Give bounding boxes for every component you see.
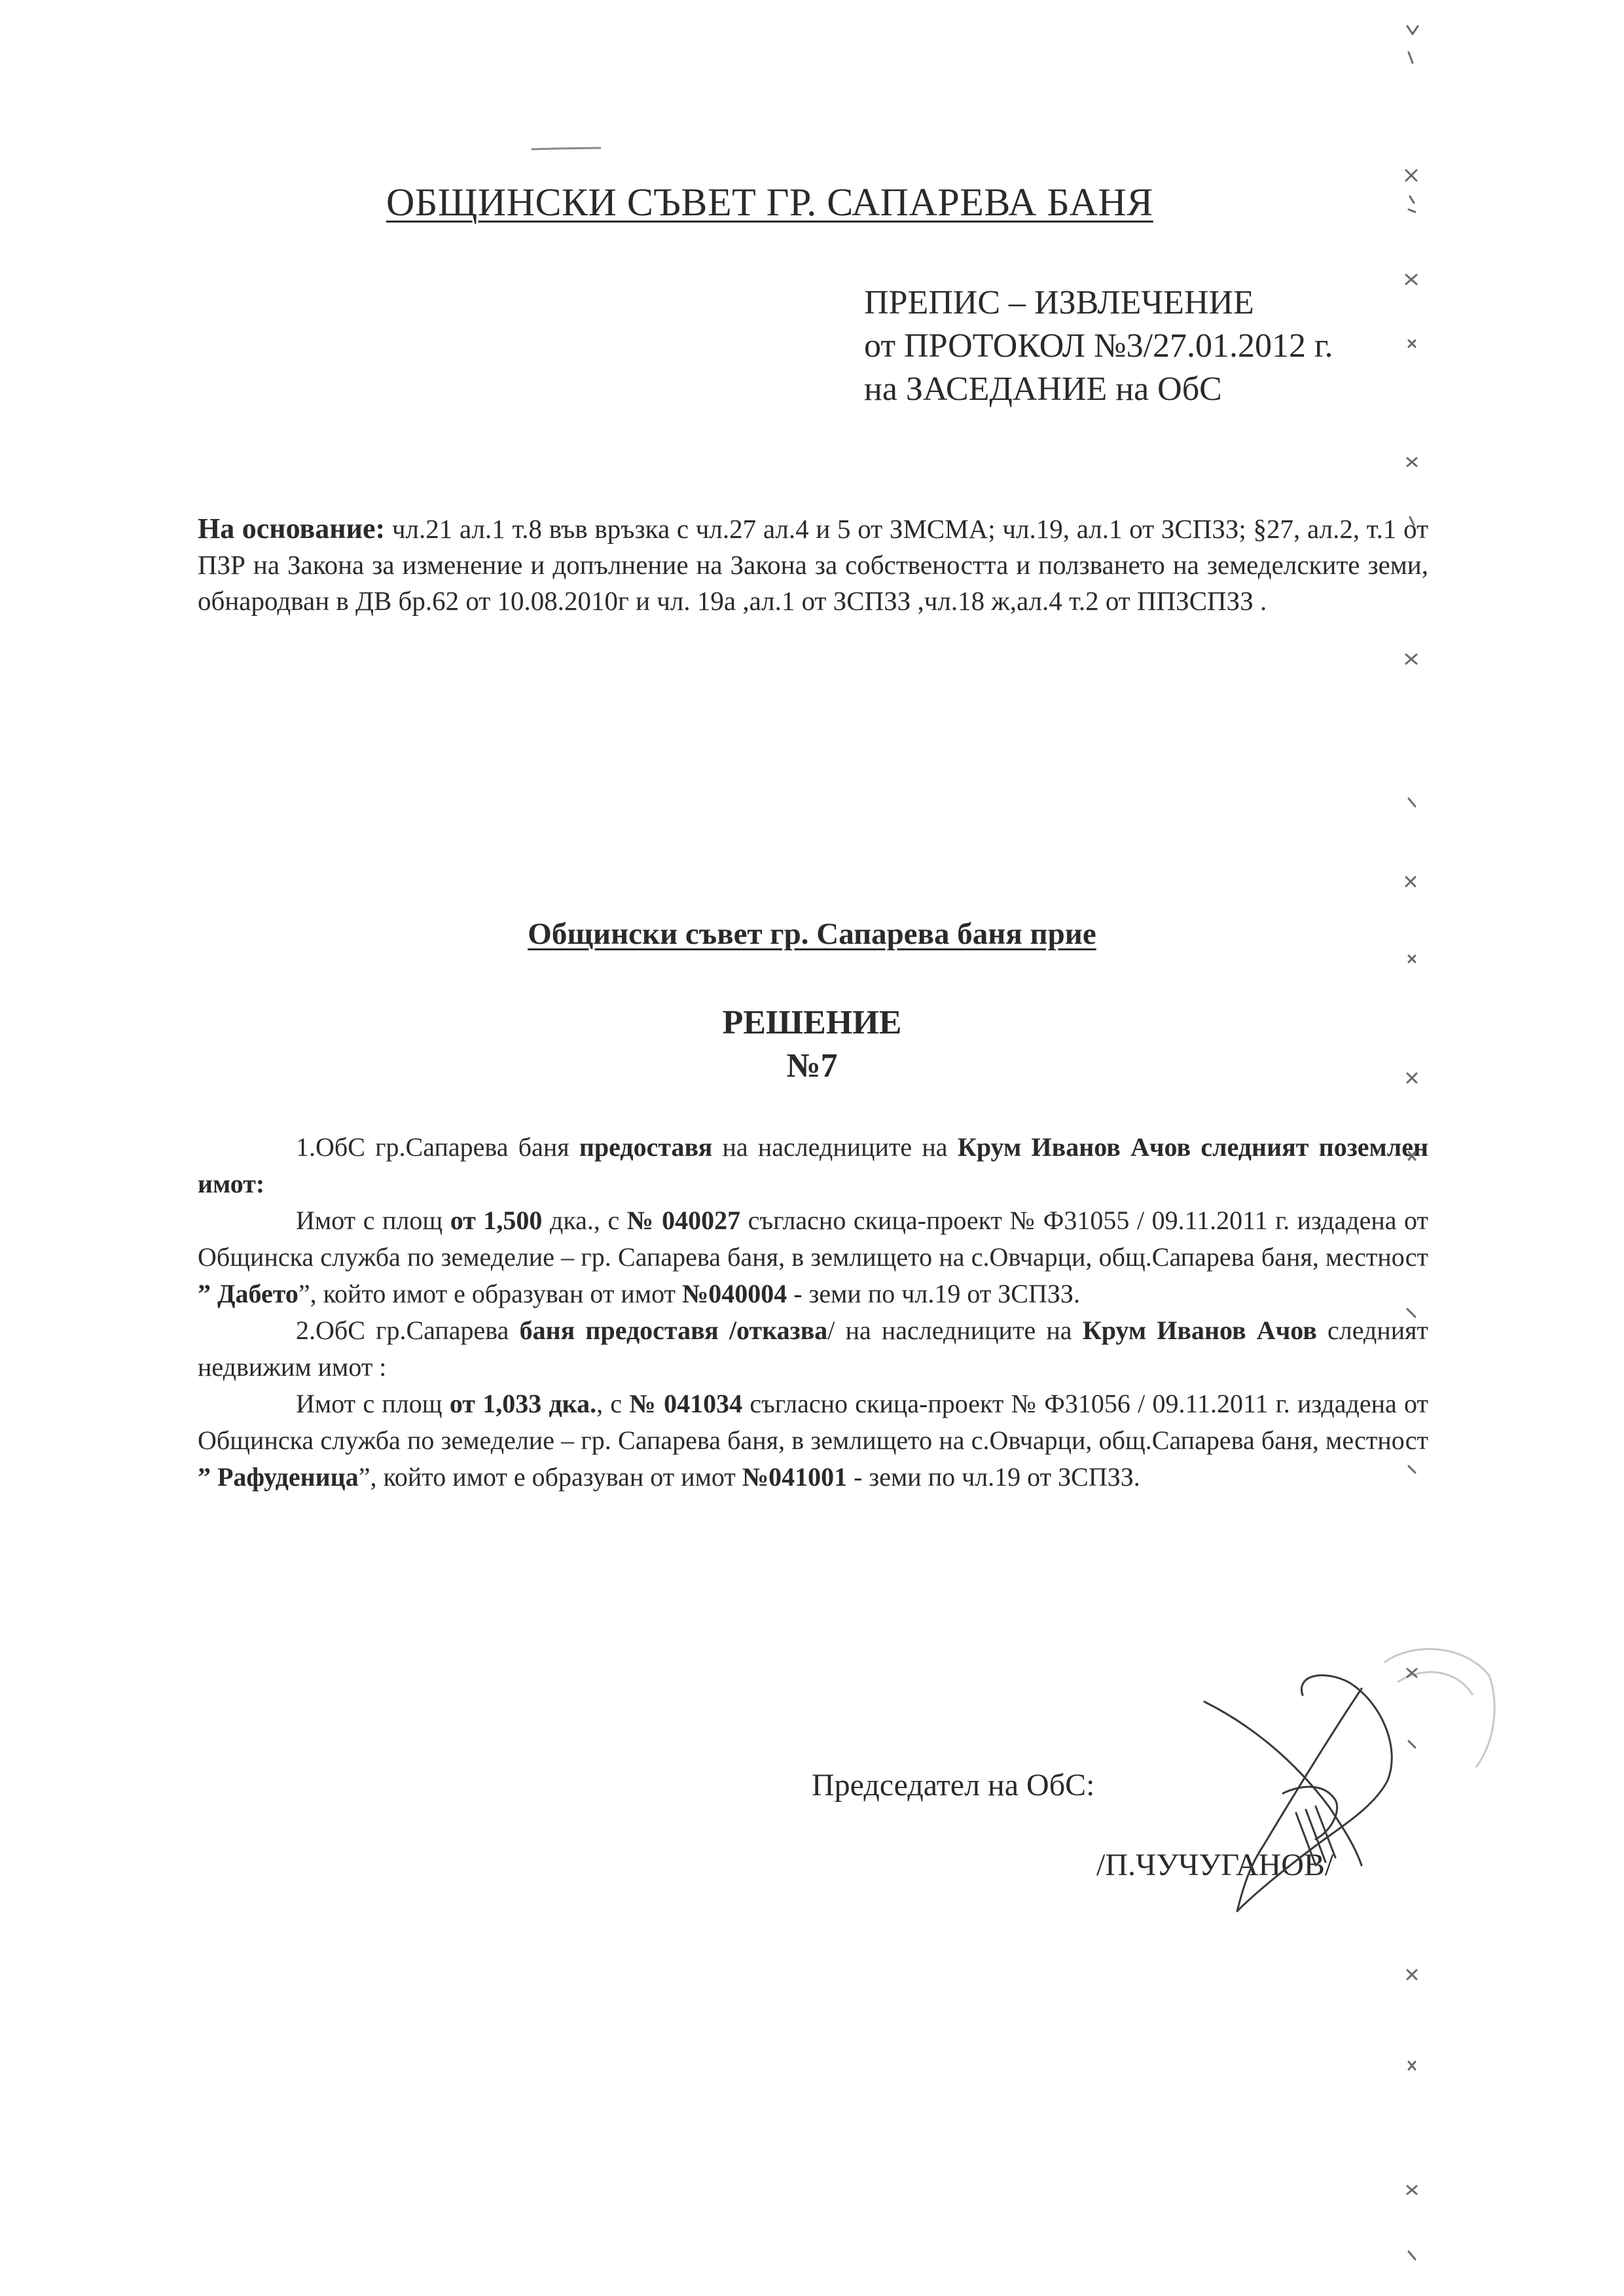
extract-line-3: на ЗАСЕДАНИЕ на ОбС [864, 370, 1222, 408]
extract-line-2: от ПРОТОКОЛ №3/27.01.2012 г. [864, 327, 1333, 365]
legal-basis-paragraph [198, 511, 1428, 619]
decision-heading [0, 1001, 1624, 1088]
decision-number: №7 [786, 1047, 838, 1085]
stray-mark [530, 145, 602, 152]
extract-line-1: ПРЕПИС – ИЗВЛЕЧЕНИЕ [864, 284, 1254, 321]
chairman-label: Председател на ОбС: [812, 1768, 1095, 1803]
chairman-name: /П.ЧУЧУГАНОВ/ [1096, 1848, 1334, 1882]
scan-edge-marks [1394, 0, 1434, 2296]
extract-heading [864, 281, 1333, 411]
decision-title: РЕШЕНИЕ [722, 1004, 902, 1041]
item-2-property: Имот с площ от 1,033 дка., с № 041034 съгласно скица-проект № Ф31056 / 09.11.2011 г. издадена от Общинска служба по земеделие – гр. Сапарева баня, в землището на с.Овчарци, общ.Сапарева баня, местност ” Рафуденица”, който имот е образуван от имот №041001 - земи по чл.19 от ЗСПЗЗ. [198, 1389, 1428, 1492]
stamp-icon [1371, 1636, 1502, 1780]
council-accepts-heading: Общински съвет гр. Сапарева баня прие [528, 917, 1096, 951]
item-2-grant: 2.ОбС гр.Сапарева баня предоставя /отказва/ на наследниците на Крум Иванов Ачов следният недвижим имот : [198, 1316, 1429, 1382]
item-1-grant: 1.ОбС гр.Сапарева баня предоставя на наследниците на Крум Иванов Ачов следният поземлен имот: [198, 1132, 1429, 1198]
council-title: ОБЩИНСКИ СЪВЕТ ГР. САПАРЕВА БАНЯ [386, 181, 1153, 224]
item-1-property: Имот с площ от 1,500 дка., с № 040027 съгласно скица-проект № Ф31055 / 09.11.2011 г. издадена от Общинска служба по земеделие – гр. Сапарева баня, в землището на с.Овчарци, общ.Сапарева баня, местност ” Дабето”, който имот е образуван от имот №040004 - земи по чл.19 от ЗСПЗЗ. [198, 1206, 1429, 1308]
decision-body [198, 1129, 1428, 1496]
legal-basis-label: На основание: [198, 512, 386, 545]
legal-basis-text: чл.21 ал.1 т.8 във връзка с чл.27 ал.4 и 5 от ЗМСМА; чл.19, ал.1 от ЗСПЗЗ; §27, ал.2, т.1 от ПЗР на Закона за изменение и допълнение на Закона за собствеността и ползването на земеделските земи, обнародван в ДВ бр.62 от 10.08.2010г и чл. 19а ,ал.1 от ЗСПЗЗ ,чл.18 ж,ал.4 т.2 от ППЗСПЗЗ . [198, 514, 1428, 616]
